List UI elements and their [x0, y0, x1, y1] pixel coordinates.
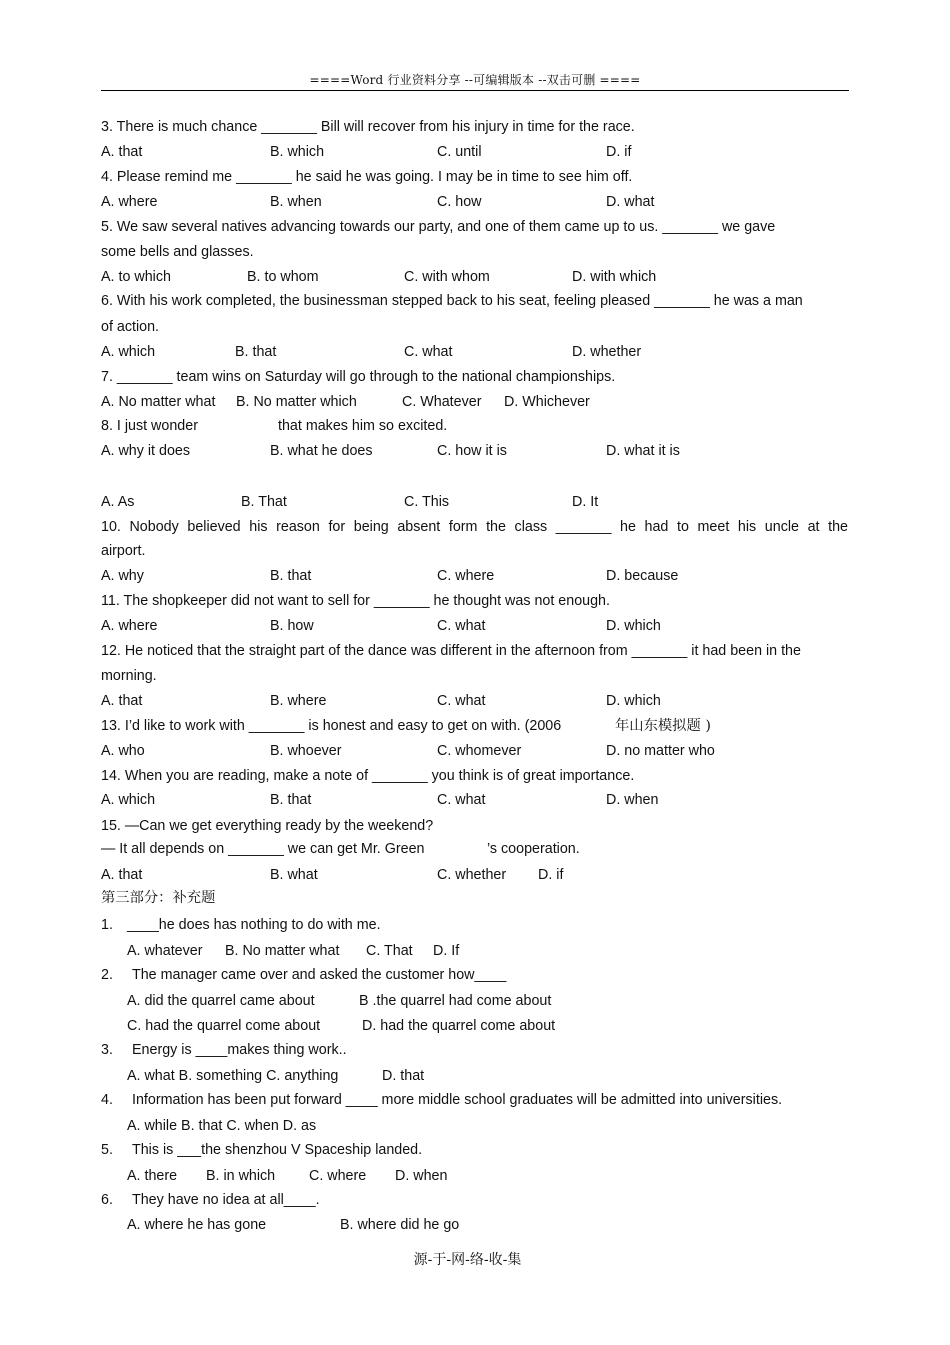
- question-6-stem-continued: of action.: [101, 319, 160, 335]
- supplement-stem-text: The manager came over and asked the customer how____: [132, 967, 507, 983]
- option-c: C. what: [437, 693, 486, 709]
- option-c: C. where: [309, 1168, 367, 1184]
- question-12-stem: 12. He noticed that the straight part of the dance was different in the afternoon from _______ it had been in the: [101, 643, 801, 659]
- option-a: A. where he has gone: [127, 1217, 267, 1233]
- option-d: D. which: [606, 693, 661, 709]
- option-c: C. where: [437, 568, 495, 584]
- supplement-stem-text: This is ___the shenzhou V Spaceship landed.: [132, 1142, 423, 1158]
- question-5-stem: 5. We saw several natives advancing towards our party, and one of them came up to us. _______ we gave: [101, 219, 776, 235]
- option-d: D. If: [433, 943, 460, 959]
- option-c: C. whomever: [437, 743, 522, 759]
- option-a: A. where: [101, 618, 158, 634]
- option-d: D. Whichever: [504, 394, 590, 410]
- option-c: C. whether: [437, 867, 507, 883]
- supplement-stem-text: They have no idea at all____.: [132, 1192, 320, 1208]
- question-12-stem-continued: morning.: [101, 668, 157, 684]
- question-10-stem: 10. Nobody believed his reason for being absent form the class _______ he had to meet his uncle at the: [101, 519, 848, 535]
- option-b: B .the quarrel had come about: [359, 993, 552, 1009]
- option-b: B. where: [270, 693, 327, 709]
- options-all: A. while B. that C. when D. as: [127, 1118, 317, 1134]
- option-b: B. That: [241, 494, 287, 510]
- option-d: D. It: [572, 494, 599, 510]
- option-d: D. what it is: [606, 443, 680, 459]
- supplement-number: 5.: [101, 1142, 113, 1158]
- option-c: C. what: [437, 618, 486, 634]
- question-4-stem: 4. Please remind me _______ he said he was going. I may be in time to see him off.: [101, 169, 633, 185]
- option-a: A. No matter what: [101, 394, 216, 410]
- option-a: A. which: [101, 792, 156, 808]
- option-a: A. where: [101, 194, 158, 210]
- supplement-number: 4.: [101, 1092, 113, 1108]
- option-b: B. what he does: [270, 443, 373, 459]
- option-b: B. whoever: [270, 743, 342, 759]
- option-a: A. As: [101, 494, 135, 510]
- option-b: B. that: [235, 344, 277, 360]
- question-13-source: 年山东模拟题 ): [615, 718, 711, 734]
- question-6-stem: 6. With his work completed, the businessman stepped back to his seat, feeling pleased _______ he was a man: [101, 293, 803, 309]
- option-a: A. who: [101, 743, 145, 759]
- option-b: B. which: [270, 144, 325, 160]
- option-a-b-c: A. what B. something C. anything: [127, 1068, 339, 1084]
- question-14-stem: 14. When you are reading, make a note of _______ you think is of great importance.: [101, 768, 635, 784]
- option-d: D. if: [606, 144, 632, 160]
- option-a: A. that: [101, 144, 143, 160]
- question-5-stem-continued: some bells and glasses.: [101, 244, 254, 260]
- supplement-stem-text: Energy is ____makes thing work..: [132, 1042, 347, 1058]
- supplement-stem-text: ____he does has nothing to do with me.: [127, 917, 381, 933]
- supplement-number: 6.: [101, 1192, 113, 1208]
- question-15-stem: 15. —Can we get everything ready by the weekend?: [101, 818, 434, 834]
- option-d: D. had the quarrel come about: [362, 1018, 556, 1034]
- option-c: C. until: [437, 144, 482, 160]
- option-d: D. because: [606, 568, 679, 584]
- option-b: B. that: [270, 792, 312, 808]
- option-d: D. if: [538, 867, 564, 883]
- option-b: B. that: [270, 568, 312, 584]
- option-a: A. why: [101, 568, 144, 584]
- question-10-stem-continued: airport.: [101, 543, 146, 559]
- option-c: C. how: [437, 194, 482, 210]
- option-a: A. which: [101, 344, 156, 360]
- option-b: B. how: [270, 618, 314, 634]
- question-15-reply-end: ’s cooperation.: [487, 841, 580, 857]
- option-b: B. where did he go: [340, 1217, 460, 1233]
- option-c: C. how it is: [437, 443, 507, 459]
- option-a: A. to which: [101, 269, 171, 285]
- option-a: A. why it does: [101, 443, 190, 459]
- option-c: C. what: [404, 344, 453, 360]
- option-c: C. had the quarrel come about: [127, 1018, 321, 1034]
- option-d: D. that: [382, 1068, 425, 1084]
- option-b: B. in which: [206, 1168, 276, 1184]
- option-b: B. No matter what: [225, 943, 340, 959]
- option-c: C. Whatever: [402, 394, 482, 410]
- option-a: A. did the quarrel came about: [127, 993, 315, 1009]
- supplement-number: 2.: [101, 967, 113, 983]
- option-b: B. what: [270, 867, 318, 883]
- option-a: A. there: [127, 1168, 178, 1184]
- supplement-number: 1.: [101, 917, 113, 933]
- option-d: D. when: [606, 792, 659, 808]
- option-d: D. what: [606, 194, 655, 210]
- option-d: D. when: [395, 1168, 448, 1184]
- option-d: D. with which: [572, 269, 657, 285]
- page-header: ====Word 行业资料分享 --可编辑版本 --双击可删 ====: [309, 73, 641, 87]
- option-a: A. whatever: [127, 943, 203, 959]
- option-d: D. whether: [572, 344, 642, 360]
- option-b: B. No matter which: [236, 394, 357, 410]
- header-rule: [101, 90, 849, 91]
- question-7-stem: 7. _______ team wins on Saturday will go through to the national championships.: [101, 369, 616, 385]
- section-3-title: 第三部分：补充题: [101, 890, 216, 906]
- question-8-stem-end: that makes him so excited.: [278, 418, 448, 434]
- option-c: C. what: [437, 792, 486, 808]
- option-d: D. no matter who: [606, 743, 715, 759]
- option-b: B. to whom: [247, 269, 319, 285]
- question-13-stem-start: 13. I’d like to work with _______ is honest and easy to get on with. (2006: [101, 718, 562, 734]
- question-11-stem: 11. The shopkeeper did not want to sell for _______ he thought was not enough.: [101, 593, 610, 609]
- question-15-reply-start: — It all depends on _______ we can get Mr. Green: [101, 841, 425, 857]
- option-a: A. that: [101, 693, 143, 709]
- option-c: C. This: [404, 494, 450, 510]
- option-a: A. that: [101, 867, 143, 883]
- option-d: D. which: [606, 618, 661, 634]
- supplement-number: 3.: [101, 1042, 113, 1058]
- question-3-stem: 3. There is much chance _______ Bill will recover from his injury in time for the race.: [101, 119, 635, 135]
- question-8-stem-start: 8. I just wonder: [101, 418, 198, 434]
- option-c: C. with whom: [404, 269, 490, 285]
- option-b: B. when: [270, 194, 322, 210]
- option-c: C. That: [366, 943, 413, 959]
- supplement-stem-text: Information has been put forward ____ more middle school graduates will be admitted into universities.: [132, 1092, 783, 1108]
- page-footer: 源-于-网-络-收-集: [413, 1252, 522, 1268]
